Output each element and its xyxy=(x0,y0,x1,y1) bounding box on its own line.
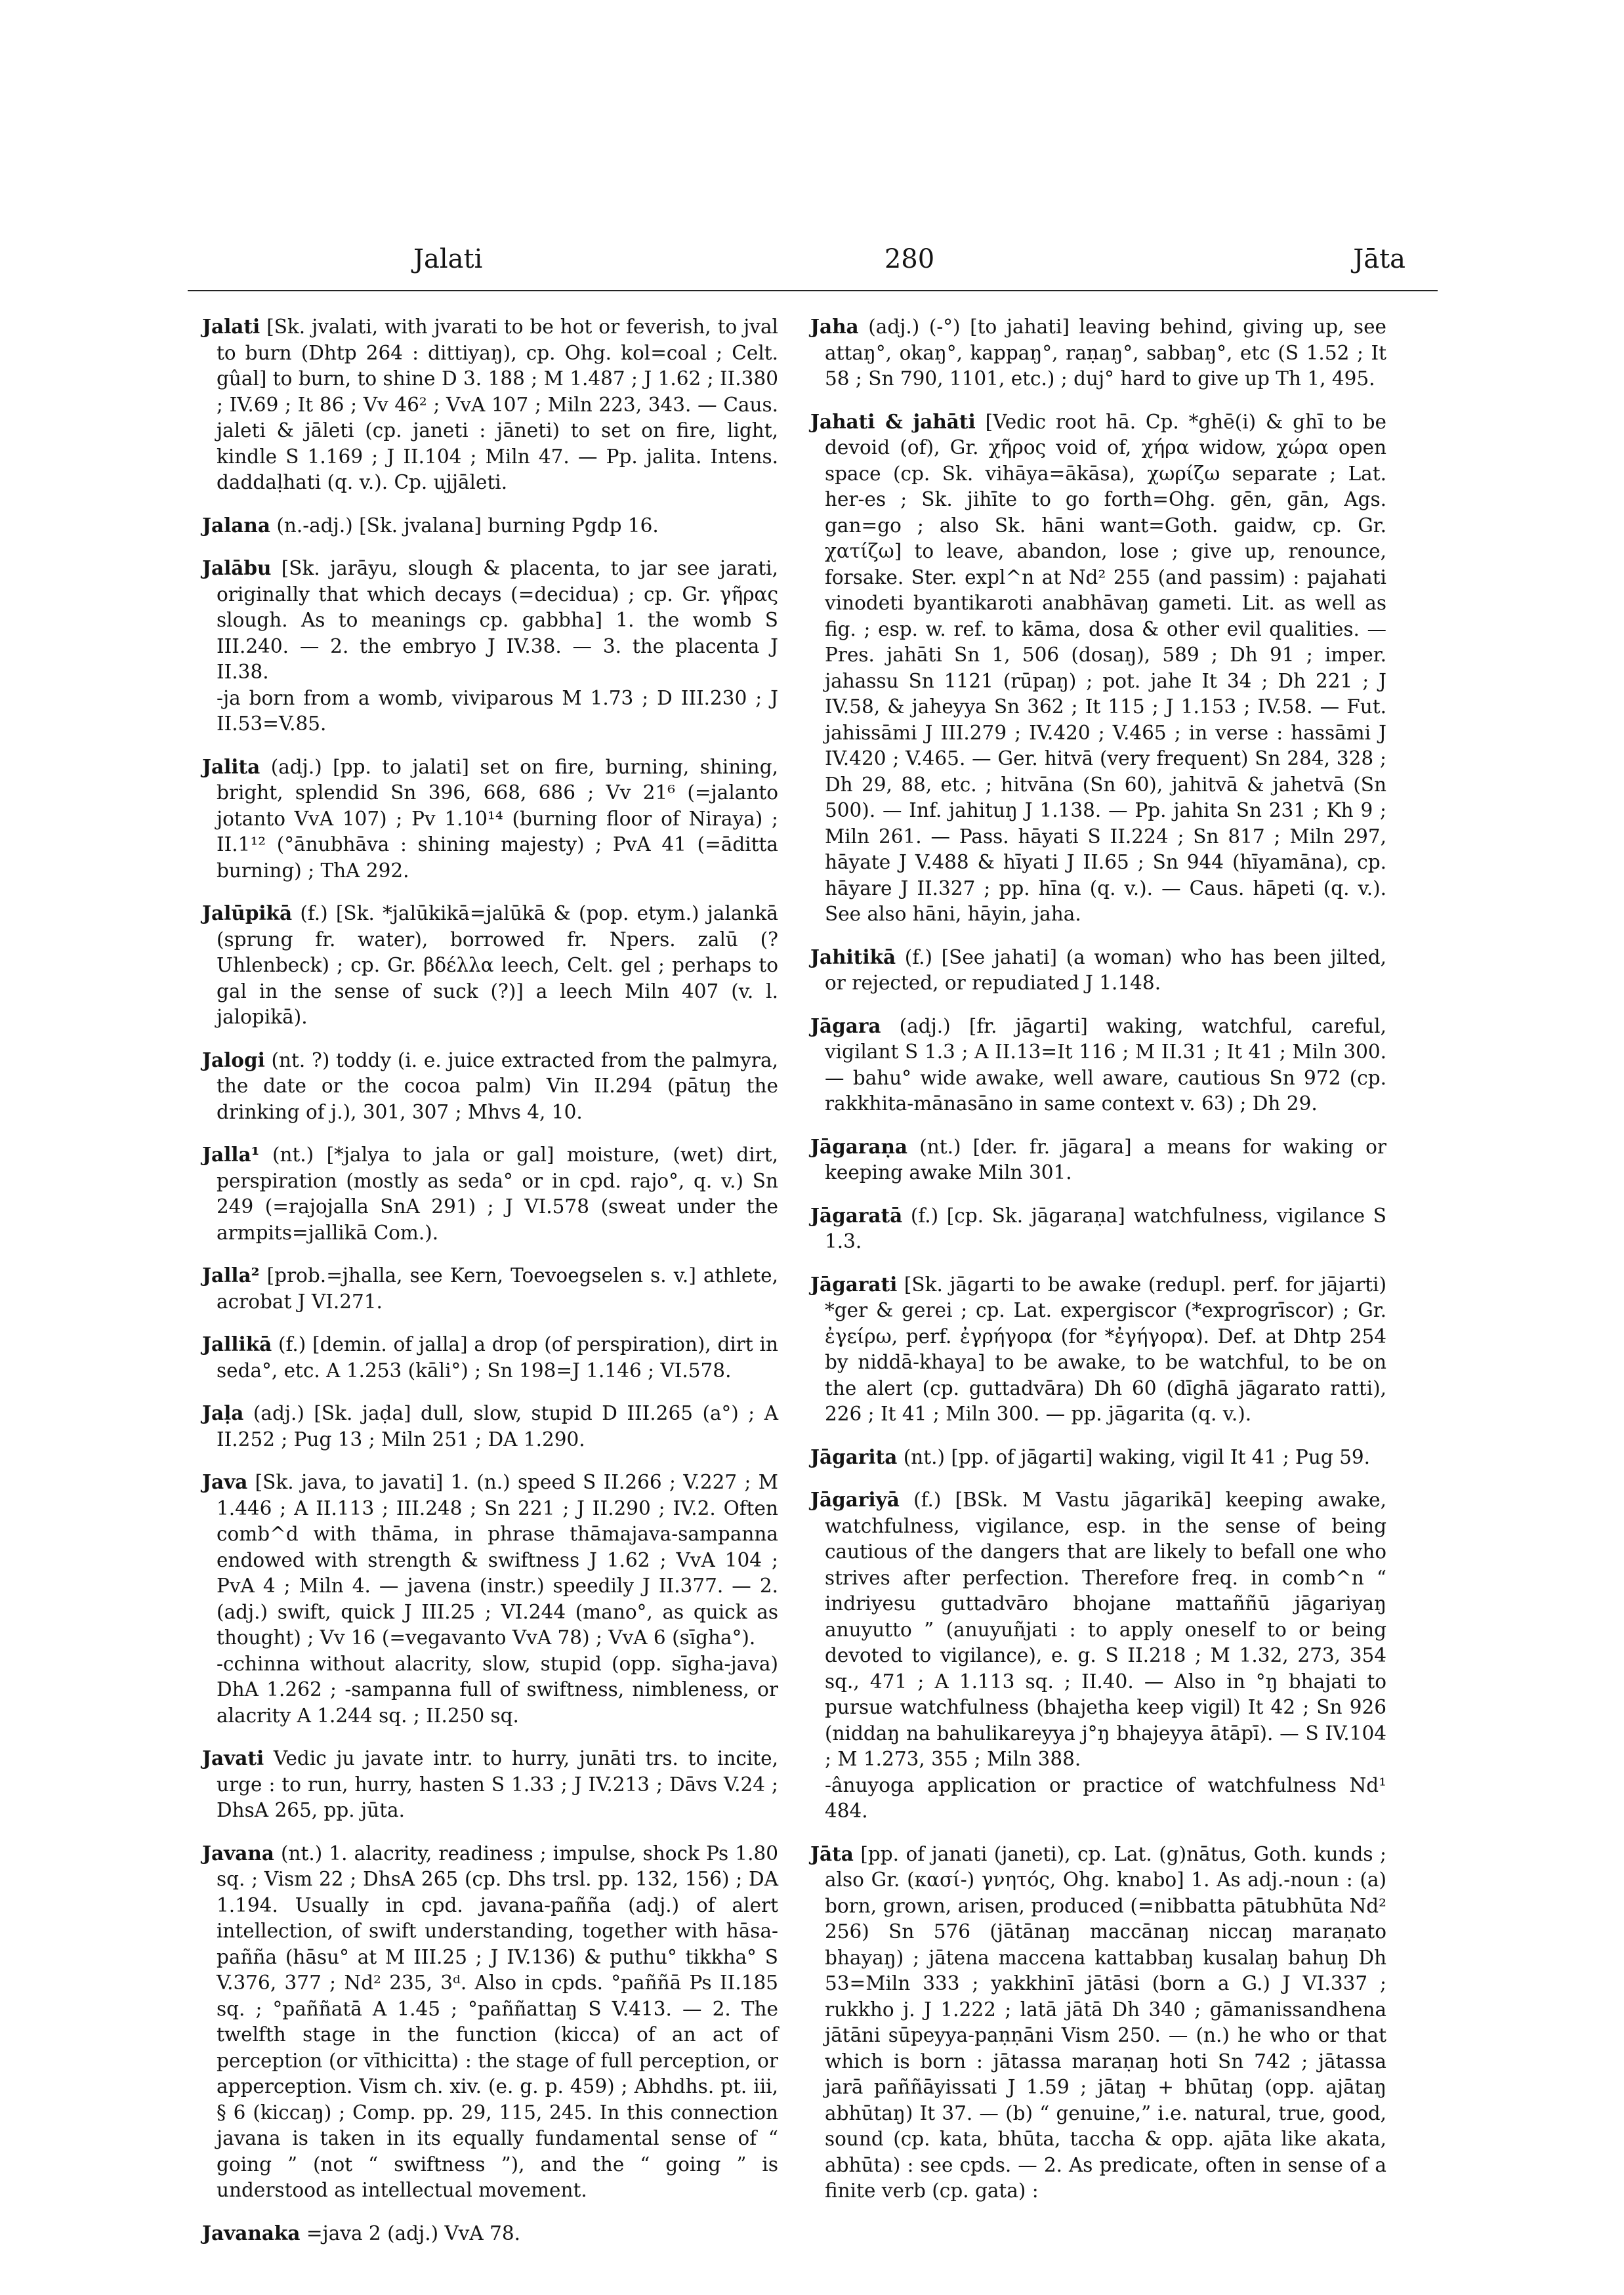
dictionary-entry xyxy=(202,754,778,884)
entry-headword: Jaha xyxy=(810,315,859,338)
entry-headword: Jāgariyā xyxy=(810,1488,900,1511)
dictionary-entry xyxy=(202,512,778,539)
entry-headword: Javati xyxy=(202,1747,264,1769)
running-header xyxy=(413,244,1405,290)
entry-headword: Jāgarita xyxy=(810,1445,898,1468)
entry-definition: (f.) [demin. of jalla] a drop (of perspiration), dirt in seda°, etc. A 1.253 (kāli°) ; Sn 198=J 1.146 ; VI.578. xyxy=(217,1333,778,1382)
entry-definition: (f.) [Sk. *jalūkikā=jalūkā & (pop. etym.) jalankā (sprung fr. water), borrowed fr. Npers. zalū (? Uhlenbeck) ; cp. Gr. βδέλλα leech, Celt. gel ; perhaps to gal in the sense of suck (?)] a leech Miln 407 (v. l. jalopikā). xyxy=(217,902,778,1028)
entry-compound: -ânuyoga application or practice of watchfulness Nd¹ 484. xyxy=(825,1773,1386,1822)
dictionary-entry xyxy=(202,1331,778,1384)
entry-definition: (nt.) 1. alacrity, readiness ; impulse, shock Ps 1.80 sq. ; Vism 22 ; DhsA 265 (cp. Dhs trsl. pp. 132, 156) ; DA 1.194. Usually in cpd. javana-pañña (adj.) of alert intellection, of swift understanding, together with hāsa-pañña (hāsu° at M III.25 ; J IV.136) & puthu° tikkha° S V.376, 377 ; Nd² 235, 3ᵈ. Also in cpds. °paññā Ps II.185 sq. ; °paññatā A 1.45 ; °paññattaŋ S V.413. — 2. The twelfth stage in the function (kicca) of an act of perception (or vīthicitta) : the stage of full perception, or apperception. Vism ch. xiv. (e. g. p. 459) ; Abhdhs. pt. iii, § 6 (kiccaŋ) ; Comp. pp. 29, 115, 245. In this connection javana is taken in its equally fundamental sense of “ going ” (not “ swiftness ”), and the “ going ” is understood as intellectual movement. xyxy=(217,1842,778,2201)
entry-definition: [Sk. jāgarti to be awake (redupl. perf. for jājarti) *ger & gerei ; cp. Lat. expergiscor (*exprogrīscor) ; Gr. ἐγείρω, perf. ἐγρήγορα (for *ἐγήγορα). Def. at Dhtp 254 by niddā-khaya] to be awake, to be watchful, to be on the alert (cp. guttadvāra) Dh 60 (dīghā jāgarato ratti), 226 ; It 41 ; Miln 300. — pp. jāgarita (q. v.). xyxy=(825,1273,1386,1425)
dictionary-entry xyxy=(202,1745,778,1824)
entry-compound: -ja born from a womb, viviparous M 1.73 ; D III.230 ; J II.53=V.85. xyxy=(217,686,778,735)
entry-definition: (adj.) [pp. to jalati] set on fire, burning, shining, bright, splendid Sn 396, 668, 686 ; Vv 21⁶ (=jalanto jotanto VvA 107) ; Pv 1.10¹⁴ (burning floor of Niraya) ; II.1¹² (°ānubhāva : shining majesty) ; PvA 41 (=āditta burning) ; ThA 292. xyxy=(217,755,778,882)
entry-headword: Jaḷa xyxy=(202,1401,244,1424)
dictionary-entry xyxy=(810,1013,1386,1117)
dictionary-entry xyxy=(202,2220,778,2247)
entry-definition: [Sk. jarāyu, slough & placenta, to jar see jarati, originally that which decays (=decidua) ; cp. Gr. γῆρας slough. As to meanings cp. gabbha] 1. the womb S III.240. — 2. the embryo J IV.38. — 3. the placenta J II.38. xyxy=(217,557,778,683)
entry-definition: (nt.) [pp. of jāgarti] waking, vigil It 41 ; Pug 59. xyxy=(903,1445,1371,1468)
dictionary-entry xyxy=(810,1134,1386,1186)
dictionary-entry xyxy=(810,1841,1386,2204)
header-right-guideword: Jāta xyxy=(1353,244,1405,274)
entry-definition: Vedic ju javate intr. to hurry, junāti trs. to incite, urge : to run, hurry, hasten S 1.33 ; J IV.213 ; Dāvs V.24 ; DhsA 265, pp. jūta. xyxy=(217,1747,778,1821)
entry-headword: Jāgara xyxy=(810,1014,881,1037)
dictionary-entry xyxy=(810,1203,1386,1255)
entry-compound: -cchinna without alacrity, slow, stupid (opp. sīgha-java) DhA 1.262 ; -sampanna full of swiftness, nimbleness, or alacrity A 1.244 sq. ; II.250 sq. xyxy=(217,1652,778,1727)
dictionary-entry xyxy=(810,944,1386,997)
page-number: 280 xyxy=(884,244,935,274)
entry-headword: Jalogi xyxy=(202,1048,265,1071)
entry-definition: (f.) [cp. Sk. jāgaraṇa] watchfulness, vigilance S 1.3. xyxy=(825,1204,1386,1252)
dictionary-entry xyxy=(810,1444,1386,1471)
dictionary-entry xyxy=(202,1469,778,1729)
header-left-guideword: Jalati xyxy=(413,244,483,274)
entry-definition: [prob.=jhalla, see Kern, Toevoegselen s. v.] athlete, acrobat J VI.271. xyxy=(217,1264,778,1313)
entry-headword: Jallikā xyxy=(202,1333,272,1355)
entry-definition: [Sk. java, to javati] 1. (n.) speed S II.266 ; V.227 ; M 1.446 ; A II.113 ; III.248 ; Sn 221 ; J II.290 ; IV.2. Often comb^d with thāma, in phrase thāmajava-sampanna endowed with strength & swiftness J 1.62 ; VvA 104 ; PvA 4 ; Miln 4. — javena (instr.) speedily J II.377. — 2. (adj.) swift, quick J III.25 ; VI.244 (mano°, as quick as thought) ; Vv 16 (=vegavanto VvA 78) ; VvA 6 (sīgha°). xyxy=(217,1471,778,1649)
entry-headword: Javana xyxy=(202,1841,274,1865)
entry-headword: Jalati xyxy=(202,315,260,338)
entry-definition: (adj.) [fr. jāgarti] waking, watchful, careful, vigilant S 1.3 ; A II.13=It 116 ; M II.31 ; It 41 ; Miln 300. — bahu° wide awake, well aware, cautious Sn 972 (cp. rakkhita-mānasāno in same context v. 63) ; Dh 29. xyxy=(825,1014,1386,1115)
entry-definition: [Vedic root hā. Cp. *ghē(i) & ghī to be devoid (of), Gr. χῆρος void of, χήρα widow, χώρα open space (cp. Sk. vihāya=ākāsa), χωρίζω separate ; Lat. her-es ; Sk. jihīte to go forth=Ohg. gēn, gān, Ags. gan=go ; also Sk. hāni want=Goth. gaidw, cp. Gr. χατίζω] to leave, abandon, lose ; give up, renounce, forsake. Ster. expl^n at Nd² 255 (and passim) : pajahati vinodeti byantikaroti anabhāvaŋ gameti. Lit. as well as fig. ; esp. w. ref. to kāma, dosa & other evil qualities. — Pres. jahāti Sn 1, 506 (dosaŋ), 589 ; Dh 91 ; imper. jahassu Sn 1121 (rūpaŋ) ; pot. jahe It 34 ; Dh 221 ; J IV.58, & jaheyya Sn 362 ; It 115 ; J 1.153 ; IV.58. — Fut. jahissāmi J III.279 ; IV.420 ; V.465 ; in verse : hassāmi J IV.420 ; V.465. — Ger. hitvā (very frequent) Sn 284, 328 ; Dh 29, 88, etc. ; hitvāna (Sn 60), jahitvā & jahetvā (Sn 500). — Inf. jahituŋ J 1.138. — Pp. jahita Sn 231 ; Kh 9 ; Miln 261. — Pass. hāyati S II.224 ; Sn 817 ; Miln 297, hāyate J V.488 & hīyati J II.65 ; Sn 944 (hīyamāna), cp. hāyare J II.327 ; pp. hīna (q. v.). — Caus. hāpeti (q. v.). See also hāni, hāyin, jaha. xyxy=(825,410,1387,925)
entry-headword: Jāgarati xyxy=(810,1272,898,1296)
dictionary-entry xyxy=(202,314,778,496)
entry-definition: (f.) [BSk. M Vastu jāgarikā] keeping awake, watchfulness, vigilance, esp. in the sense of being cautious of the dangers that are likely to befall one who strives after perfection. Therefore freq. in comb^n “ indriyesu guttadvāro bhojane mattaññū jāgariyaŋ anuyutto ” (anuyuñjati : to apply oneself to or being devoted to vigilance), e. g. S II.218 ; M 1.32, 273, 354 sq., 471 ; A 1.113 sq. ; II.40. — Also in °ŋ bhajati to pursue watchfulness (bhajetha keep vigil) It 42 ; Sn 926 (niddaŋ na bahulikareyya j°ŋ bhajeyya ātāpī). — S IV.104 ; M 1.273, 355 ; Miln 388. xyxy=(825,1489,1386,1770)
dictionary-entry xyxy=(202,1400,778,1453)
entry-headword: Jalita xyxy=(202,755,260,778)
dictionary-entry xyxy=(810,1272,1386,1428)
entry-headword: Jahati & jahāti xyxy=(810,409,976,433)
entry-definition: (f.) [See jahati] (a woman) who has been jilted, or rejected, or repudiated J 1.148. xyxy=(825,945,1386,994)
entry-headword: Jalana xyxy=(202,513,270,537)
entry-headword: Jalābu xyxy=(202,556,272,579)
dictionary-entry xyxy=(202,1262,778,1315)
entry-headword: Jahitikā xyxy=(810,945,896,968)
entry-definition: [pp. of janati (janeti), cp. Lat. (g)nātus, Goth. kunds ; also Gr. (κασί-) γνητός, Ohg. knabo] 1. As adj.-noun : (a) born, grown, arisen, produced (=nibbatta pātubhūta Nd² 256) Sn 576 (jātānaŋ maccānaŋ niccaŋ maraṇato bhayaŋ) ; jātena maccena kattabbaŋ kusalaŋ bahuŋ Dh 53=Miln 333 ; yakkhinī jātāsi (born a G.) J VI.337 ; rukkho j. J 1.222 ; latā jātā Dh 340 ; gāmanissandhena jātāni sūpeyya-paṇṇāni Vism 250. — (n.) he who or that which is born : jātassa maraṇaŋ hoti Sn 742 ; jātassa jarā paññāyissati J 1.59 ; jātaŋ + bhūtaŋ (opp. ajātaŋ abhūtaŋ) It 37. — (b) “ genuine,” i.e. natural, true, good, sound (cp. kata, bhūta, taccha & opp. ajāta like akata, abhūta) : see cpds. — 2. As predicate, often in sense of a finite verb (cp. gata) : xyxy=(825,1842,1386,2202)
right-column xyxy=(810,314,1386,2221)
entry-definition: (adj.) [Sk. jaḍa] dull, slow, stupid D III.265 (a°) ; A II.252 ; Pug 13 ; Miln 251 ; DA 1.290. xyxy=(217,1402,778,1451)
dictionary-entry xyxy=(810,409,1386,928)
dictionary-entry xyxy=(202,900,778,1031)
dictionary-entry xyxy=(810,1487,1386,1825)
entry-definition: (nt.) [*jalya to jala or gal] moisture, (wet) dirt, perspiration (mostly as seda° or in cpd. rajo°, q. v.) Sn 249 (=rajojalla SnA 291) ; J VI.578 (sweat under the armpits=jallikā Com.). xyxy=(217,1144,778,1244)
left-column xyxy=(202,314,778,2263)
entry-definition: (nt.) [der. fr. jāgara] a means for waking or keeping awake Miln 301. xyxy=(825,1135,1386,1184)
entry-definition: (nt. ?) toddy (i. e. juice extracted from the palmyra, the date or the cocoa palm) Vin II.294 (pātuŋ the drinking of j.), 301, 307 ; Mhvs 4, 10. xyxy=(217,1048,778,1123)
entry-headword: Java xyxy=(202,1470,248,1493)
dictionary-entry xyxy=(202,1142,778,1246)
entry-headword: Javanaka xyxy=(202,2221,301,2244)
entry-headword: Jāgaratā xyxy=(810,1203,903,1227)
entry-headword: Jalla¹ xyxy=(202,1143,260,1166)
dictionary-entry xyxy=(202,555,778,737)
dictionary-entry xyxy=(202,1047,778,1126)
entry-definition: =java 2 (adj.) VvA 78. xyxy=(306,2222,521,2244)
entry-headword: Jalūpikā xyxy=(202,901,293,924)
entry-definition: [Sk. jvalati, with jvarati to be hot or feverish, to jval to burn (Dhtp 264 : dittiyaŋ), cp. Ohg. kol=coal ; Celt. gûal] to burn, to shine D 3. 188 ; M 1.487 ; J 1.62 ; II.380 ; IV.69 ; It 86 ; Vv 46² ; VvA 107 ; Miln 223, 343. — Caus. jaleti & jāleti (cp. janeti : jāneti) to set on fire, light, kindle S 1.169 ; J II.104 ; Miln 47. — Pp. jalita. Intens. daddaḷhati (q. v.). Cp. ujjāleti. xyxy=(217,316,778,493)
header-rule xyxy=(188,290,1438,291)
entry-definition: (adj.) (-°) [to jahati] leaving behind, giving up, see attaŋ°, okaŋ°, kappaŋ°, raṇaŋ°, sabbaŋ°, etc (S 1.52 ; It 58 ; Sn 790, 1101, etc.) ; duj° hard to give up Th 1, 495. xyxy=(825,316,1386,390)
entry-headword: Jāgaraṇa xyxy=(810,1134,908,1158)
dictionary-entry xyxy=(202,1840,778,2204)
entry-headword: Jāta xyxy=(810,1842,854,1865)
entry-headword: Jalla² xyxy=(202,1264,260,1287)
dictionary-entry xyxy=(810,314,1386,392)
entry-definition: (n.-adj.) [Sk. jvalana] burning Pgdp 16. xyxy=(276,514,659,537)
